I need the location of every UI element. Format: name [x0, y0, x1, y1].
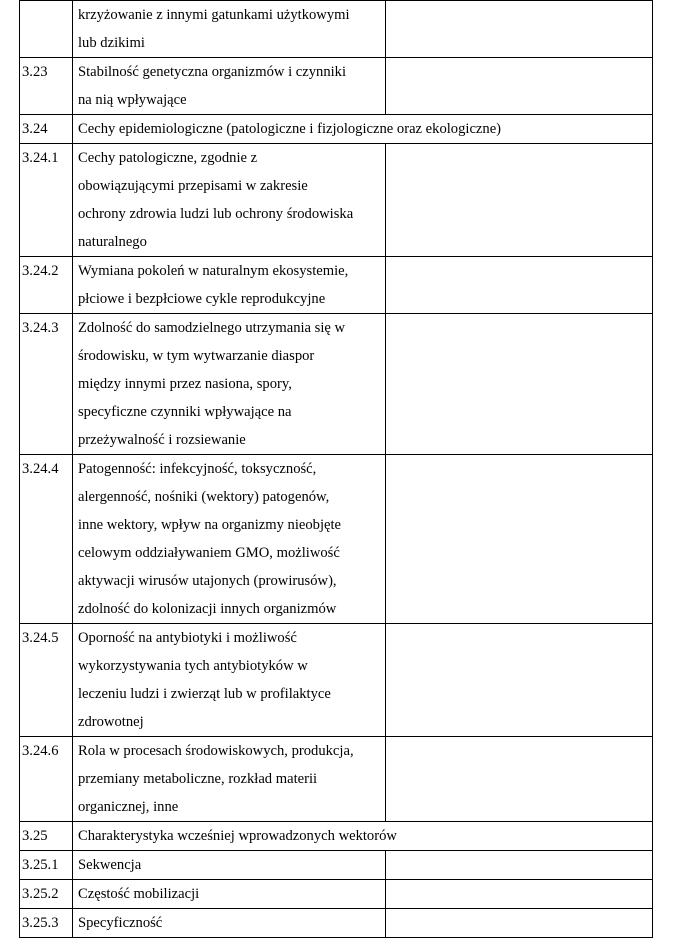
- row-number: 3.25.1: [20, 851, 73, 880]
- row-description: Specyficzność: [73, 909, 386, 938]
- row-number: 3.24.4: [20, 455, 73, 624]
- row-number: 3.25.3: [20, 909, 73, 938]
- table-row: [20, 58, 653, 115]
- section-heading: Charakterystyka wcześniej wprowadzonych wektorów: [73, 822, 653, 851]
- value-cell[interactable]: [386, 880, 653, 909]
- table-row: [20, 909, 653, 938]
- row-number: 3.24.5: [20, 624, 73, 737]
- table-row: [20, 624, 653, 737]
- table-row: [20, 144, 653, 257]
- document-table: [19, 0, 653, 938]
- row-number: 3.24.6: [20, 737, 73, 822]
- row-description: Oporność na antybiotyki i możliwość wykorzystywania tych antybiotyków w leczeniu ludzi i zwierząt lub w profilaktyce zdrowotnej: [73, 624, 386, 737]
- table-row: [20, 737, 653, 822]
- table-row: [20, 880, 653, 909]
- row-description: Stabilność genetyczna organizmów i czynniki na nią wpływające: [73, 58, 386, 115]
- row-description: Sekwencja: [73, 851, 386, 880]
- table-row: [20, 851, 653, 880]
- table-body: [20, 1, 653, 938]
- row-number: 3.24.2: [20, 257, 73, 314]
- row-number: 3.25.2: [20, 880, 73, 909]
- row-description: Patogenność: infekcyjność, toksyczność, alergenność, nośniki (wektory) patogenów, inne wektory, wpływ na organizmy nieobjęte celowym oddziaływaniem GMO, możliwość aktywacji wirusów utajonych (prowirusów), zdolność do kolonizacji innych organizmów: [73, 455, 386, 624]
- value-cell[interactable]: [386, 737, 653, 822]
- row-description: Cechy patologiczne, zgodnie z obowiązującymi przepisami w zakresie ochrony zdrowia ludzi lub ochrony środowiska naturalnego: [73, 144, 386, 257]
- row-description: krzyżowanie z innymi gatunkami użytkowymi lub dzikimi: [73, 1, 386, 58]
- value-cell[interactable]: [386, 58, 653, 115]
- table-row: [20, 822, 653, 851]
- value-cell[interactable]: [386, 144, 653, 257]
- section-heading: Cechy epidemiologiczne (patologiczne i fizjologiczne oraz ekologiczne): [73, 115, 653, 144]
- value-cell[interactable]: [386, 624, 653, 737]
- row-number: 3.25: [20, 822, 73, 851]
- table-row: [20, 1, 653, 58]
- table-row: [20, 314, 653, 455]
- row-number: [20, 1, 73, 58]
- table-row: [20, 455, 653, 624]
- row-number: 3.24.1: [20, 144, 73, 257]
- value-cell[interactable]: [386, 257, 653, 314]
- row-description: Wymiana pokoleń w naturalnym ekosystemie, płciowe i bezpłciowe cykle reprodukcyjne: [73, 257, 386, 314]
- row-number: 3.24: [20, 115, 73, 144]
- row-description: Zdolność do samodzielnego utrzymania się w środowisku, w tym wytwarzanie diaspor między innymi przez nasiona, spory, specyficzne czynniki wpływające na przeżywalność i rozsiewanie: [73, 314, 386, 455]
- value-cell[interactable]: [386, 314, 653, 455]
- row-number: 3.23: [20, 58, 73, 115]
- value-cell[interactable]: [386, 1, 653, 58]
- table-row: [20, 257, 653, 314]
- value-cell[interactable]: [386, 851, 653, 880]
- row-number: 3.24.3: [20, 314, 73, 455]
- value-cell[interactable]: [386, 455, 653, 624]
- row-description: Częstość mobilizacji: [73, 880, 386, 909]
- value-cell[interactable]: [386, 909, 653, 938]
- table-row: [20, 115, 653, 144]
- row-description: Rola w procesach środowiskowych, produkcja, przemiany metaboliczne, rozkład materii organicznej, inne: [73, 737, 386, 822]
